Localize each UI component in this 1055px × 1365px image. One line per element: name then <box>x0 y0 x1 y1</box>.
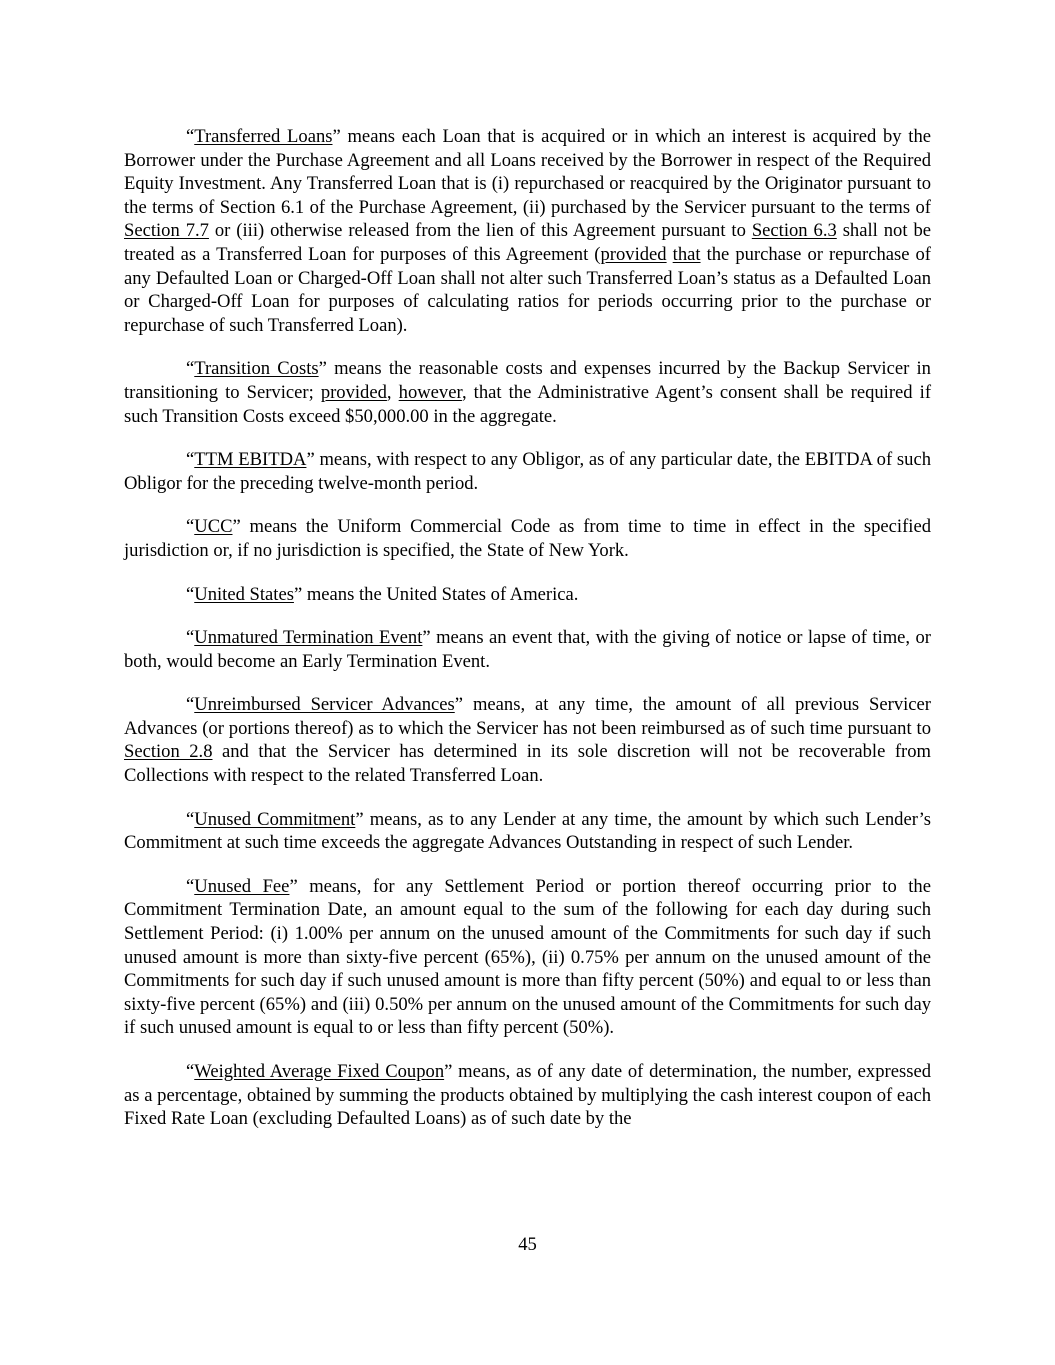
definition-text: ” means, for any Settlement Period or portion thereof occurring prior to the Commitment Termination Date, an amount equal to the sum of the following for each day during such Settlement Period: (i) 1.00% per annum on the unused amount of the Commitments for such day if such unused amount is more than sixty-five percent (65%), (ii) 0.75% per annum on the unused amount of the Commitments for such day if such unused amount is more than fifty percent (50%) and equal to or less than sixty-five percent (65%) and (iii) 0.50% per annum on the unused amount of the Commitments for such day if such unused amount is equal to or less than fifty percent (50%). <box>124 875 931 1039</box>
defined-term: Unused Fee <box>194 875 290 897</box>
definition-text: ” means, as to any Lender at any time, the amount by which such Lender’s Commitment at such time exceeds the aggregate Advances Outstanding in respect of such Lender. <box>124 808 932 854</box>
definition-text: “ <box>186 1061 195 1082</box>
defined-term: United States <box>194 583 294 605</box>
defined-term: Section 6.3 <box>751 220 837 242</box>
definition-text: “ <box>186 875 195 897</box>
definition-text: ” means each Loan that is acquired or in which an interest is acquired by the Borrower under the Purchase Agreement and all Loans received by the Borrower in respect of the Required Equity Investment. Any Transferred Loan that is (i) repurchased or reacquired by the Originator pursuant to the terms of Section 6.1 of the Purchase Agreement, (ii) purchased by the Servicer pursuant to the terms of <box>124 126 932 218</box>
defined-term: Unreimbursed Servicer Advances <box>194 694 455 716</box>
definition-text: ” means, at any time, the amount of all previous Servicer Advances (or portions thereof) as to which the Servicer has not been reimbursed as of such time pursuant to <box>124 694 932 739</box>
definition-text: “ <box>186 126 195 147</box>
defined-term: however <box>398 381 462 403</box>
definition-text: , <box>386 381 399 403</box>
defined-term: that <box>672 243 701 265</box>
definition-text: ” means, with respect to any Obligor, as of any particular date, the EBITDA of such Obligor for the preceding twelve-month period. <box>124 449 931 494</box>
definition-unmatured-termination-event <box>124 626 931 673</box>
defined-term: TTM EBITDA <box>194 449 307 471</box>
definition-text: “ <box>186 808 195 830</box>
defined-term: Unused Commitment <box>194 808 356 830</box>
defined-term: provided <box>320 381 387 403</box>
definition-text: “ <box>186 358 195 380</box>
definition-text: , that the Administrative Agent’s consent shall be required if such Transition Costs exceed $50,000.00 in the aggregate. <box>124 381 932 427</box>
definition-unused-commitment <box>124 808 931 855</box>
defined-term: Transition Costs <box>194 358 319 380</box>
definition-text: “ <box>186 583 195 605</box>
definition-text: “ <box>186 627 195 649</box>
definition-text: and that the Servicer has determined in its sole discretion will not be recoverable from Collections with respect to the related Transferred Loan. <box>124 741 931 787</box>
definition-unused-fee <box>124 875 931 1040</box>
definition-ucc <box>124 515 931 562</box>
defined-term: Section 7.7 <box>124 220 209 242</box>
defined-term: Weighted Average Fixed Coupon <box>194 1061 445 1082</box>
defined-term: provided <box>600 243 667 265</box>
definition-united-states <box>124 583 931 607</box>
definition-ttm-ebitda <box>124 448 931 495</box>
definition-text: shall not be treated as a Transferred Loan for purposes of this Agreement ( <box>124 220 931 265</box>
definition-weighted-average-fixed-coupon <box>124 1060 931 1131</box>
definition-text: the purchase or repurchase of any Defaulted Loan or Charged-Off Loan shall not alter such Transferred Loan’s status as a Defaulted Loan or Charged-Off Loan for purposes of calculating ratios for periods occurring prior to the purchase or repurchase of such Transferred Loan). <box>124 243 932 336</box>
definition-text: ” means the reasonable costs and expenses incurred by the Backup Servicer in transitioning to Servicer; <box>124 358 931 403</box>
definition-text: ” means an event that, with the giving of notice or lapse of time, or both, would become an Early Termination Event. <box>124 627 931 672</box>
definition-text: ” means, as of any date of determination, the number, expressed as a percentage, obtained by summing the products obtained by multiplying the cash interest coupon of each Fixed Rate Loan (excluding Defaulted Loans) as of such date by the <box>124 1061 931 1130</box>
definition-transferred-loans <box>124 125 931 337</box>
defined-term: UCC <box>194 516 233 538</box>
definition-text: ” means the United States of America. <box>293 583 579 605</box>
definition-text: “ <box>186 449 195 471</box>
defined-term: Section 2.8 <box>124 741 213 763</box>
definition-text: ” means the Uniform Commercial Code as from time to time in effect in the specified jurisdiction or, if no jurisdiction is specified, the State of New York. <box>124 516 931 561</box>
definition-text: “ <box>186 516 195 538</box>
definitions-section <box>124 125 931 1151</box>
defined-term: Transferred Loans <box>194 126 333 147</box>
definition-text: “ <box>186 694 195 716</box>
definition-unreimbursed-servicer-advances <box>124 693 931 787</box>
definition-text: or (iii) otherwise released from the lien of this Agreement pursuant to <box>208 220 752 242</box>
definition-transition-costs <box>124 357 931 428</box>
defined-term: Unmatured Termination Event <box>194 627 423 649</box>
page-number: 45 <box>518 1234 537 1255</box>
